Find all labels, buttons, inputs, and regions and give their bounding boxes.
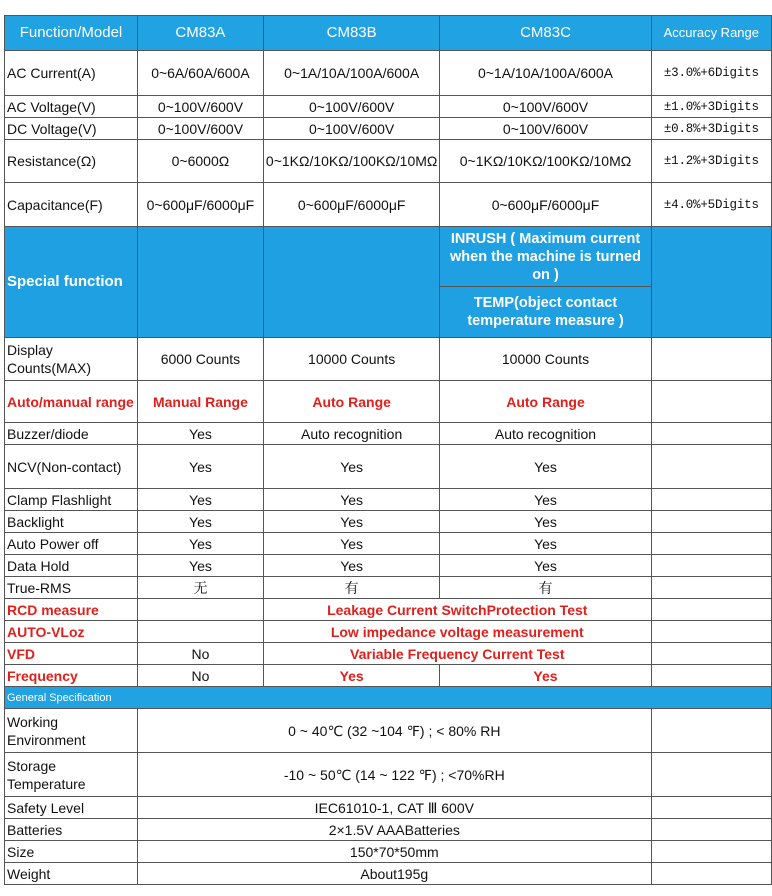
row-label: Storage Temperature [5, 753, 138, 797]
cell-a: 0~6A/60A/600A [137, 51, 263, 96]
special-cell-a [137, 227, 263, 338]
cell-accuracy [651, 423, 771, 445]
cell-c: Yes [440, 511, 651, 533]
cell-c: Yes [440, 555, 651, 577]
special-cell-b [263, 227, 439, 338]
row-label: Frequency [5, 665, 138, 687]
table-row [5, 51, 772, 96]
table-row [5, 819, 772, 841]
row-label: Size [5, 841, 138, 863]
cell-a: No [137, 643, 263, 665]
cell-c: 0~1KΩ/10KΩ/100KΩ/10MΩ [440, 140, 651, 183]
special-inrush: INRUSH ( Maximum current when the machine is turned on ) [440, 227, 651, 287]
cell-accuracy [651, 665, 771, 687]
cell-a: 0~600μF/6000μF [137, 183, 263, 227]
cell-accuracy [651, 577, 771, 599]
table-row [5, 599, 772, 621]
cell-accuracy [651, 709, 771, 753]
cell-b: Yes [263, 533, 439, 555]
row-label: Auto Power off [5, 533, 138, 555]
cell-accuracy [651, 445, 771, 489]
cell-c: Yes [440, 445, 651, 489]
cell-a [137, 621, 263, 643]
cell-value: 150*70*50mm [137, 841, 651, 863]
cell-b: Yes [263, 489, 439, 511]
cell-value: -10 ~ 50℃ (14 ~ 122 ℉) ; <70%RH [137, 753, 651, 797]
row-label: Buzzer/diode [5, 423, 138, 445]
cell-accuracy [651, 841, 771, 863]
row-label: Batteries [5, 819, 138, 841]
general-spec-header: General Specification [5, 687, 772, 709]
table-row [5, 338, 772, 381]
cell-c: Yes [440, 533, 651, 555]
cell-a: 0~100V/600V [137, 118, 263, 140]
row-label: AC Current(A) [5, 51, 138, 96]
cell-accuracy [651, 753, 771, 797]
cell-accuracy [651, 621, 771, 643]
row-label: VFD [5, 643, 138, 665]
cell-value: 2×1.5V AAABatteries [137, 819, 651, 841]
cell-accuracy [651, 797, 771, 819]
cell-a: 无 [137, 577, 263, 599]
cell-accuracy [651, 555, 771, 577]
cell-a: Yes [137, 555, 263, 577]
row-label: NCV(Non-contact) [5, 445, 138, 489]
cell-b: 10000 Counts [263, 338, 439, 381]
header-model-a: CM83A [137, 16, 263, 51]
table-row [5, 227, 772, 287]
cell-bc: Low impedance voltage measurement [263, 621, 651, 643]
table-row [5, 183, 772, 227]
cell-b: 有 [263, 577, 439, 599]
cell-accuracy: ±3.0%+6Digits [651, 51, 771, 96]
table-row [5, 445, 772, 489]
table-row [5, 533, 772, 555]
table-row [5, 140, 772, 183]
cell-accuracy [651, 489, 771, 511]
table-row [5, 753, 772, 797]
cell-b: 0~100V/600V [263, 96, 439, 118]
cell-accuracy [651, 643, 771, 665]
cell-accuracy: ±1.2%+3Digits [651, 140, 771, 183]
cell-a: Yes [137, 423, 263, 445]
row-label: RCD measure [5, 599, 138, 621]
cell-b: Yes [263, 665, 439, 687]
cell-bc: Leakage Current SwitchProtection Test [263, 599, 651, 621]
table-row [5, 621, 772, 643]
table-row [5, 643, 772, 665]
cell-c: 有 [440, 577, 651, 599]
row-label: Resistance(Ω) [5, 140, 138, 183]
row-label: Capacitance(F) [5, 183, 138, 227]
cell-a: No [137, 665, 263, 687]
cell-b: Auto Range [263, 381, 439, 423]
row-label: AUTO-VLoz [5, 621, 138, 643]
cell-accuracy [651, 599, 771, 621]
table-row [5, 863, 772, 885]
cell-b: Yes [263, 511, 439, 533]
spec-table [4, 15, 772, 885]
special-temp: TEMP(object contact temperature measure ) [440, 287, 651, 338]
cell-a: Yes [137, 533, 263, 555]
cell-value: IEC61010-1, CAT Ⅲ 600V [137, 797, 651, 819]
table-row [5, 423, 772, 445]
table-row [5, 96, 772, 118]
row-label: Weight [5, 863, 138, 885]
cell-accuracy [651, 819, 771, 841]
row-label: Working Environment [5, 709, 138, 753]
table-row [5, 511, 772, 533]
special-function-label: Special function [5, 227, 138, 338]
row-label: True-RMS [5, 577, 138, 599]
cell-c: 0~1A/10A/100A/600A [440, 51, 651, 96]
row-label: Display Counts(MAX) [5, 338, 138, 381]
cell-c: Yes [440, 489, 651, 511]
cell-accuracy: ±4.0%+5Digits [651, 183, 771, 227]
row-label: DC Voltage(V) [5, 118, 138, 140]
cell-c: Auto recognition [440, 423, 651, 445]
cell-c: 10000 Counts [440, 338, 651, 381]
cell-a: Yes [137, 489, 263, 511]
table-row [5, 381, 772, 423]
table-row [5, 577, 772, 599]
cell-accuracy [651, 863, 771, 885]
cell-a: 0~100V/600V [137, 96, 263, 118]
cell-b: 0~1KΩ/10KΩ/100KΩ/10MΩ [263, 140, 439, 183]
table-row [5, 841, 772, 863]
cell-value: About195g [137, 863, 651, 885]
row-label: Clamp Flashlight [5, 489, 138, 511]
header-model-b: CM83B [263, 16, 439, 51]
cell-accuracy [651, 533, 771, 555]
header-model-c: CM83C [440, 16, 651, 51]
cell-c: 0~100V/600V [440, 96, 651, 118]
cell-a: 0~6000Ω [137, 140, 263, 183]
cell-a: Yes [137, 511, 263, 533]
table-row [5, 118, 772, 140]
table-row [5, 709, 772, 753]
cell-c: 0~100V/600V [440, 118, 651, 140]
cell-b: Yes [263, 445, 439, 489]
cell-b: Yes [263, 555, 439, 577]
cell-a [137, 599, 263, 621]
header-function-model: Function/Model [5, 16, 138, 51]
cell-value: 0 ~ 40℃ (32 ~104 ℉) ; < 80% RH [137, 709, 651, 753]
header-accuracy: Accuracy Range [651, 16, 771, 51]
special-cell-accuracy [651, 227, 771, 338]
cell-b: Auto recognition [263, 423, 439, 445]
table-row [5, 797, 772, 819]
cell-b: 0~100V/600V [263, 118, 439, 140]
cell-a: Yes [137, 445, 263, 489]
row-label: AC Voltage(V) [5, 96, 138, 118]
cell-b: 0~600μF/6000μF [263, 183, 439, 227]
cell-bc: Variable Frequency Current Test [263, 643, 651, 665]
cell-c: Auto Range [440, 381, 651, 423]
cell-a: Manual Range [137, 381, 263, 423]
row-label: Data Hold [5, 555, 138, 577]
table-row [5, 489, 772, 511]
cell-accuracy: ±1.0%+3Digits [651, 96, 771, 118]
cell-a: 6000 Counts [137, 338, 263, 381]
cell-accuracy [651, 338, 771, 381]
cell-b: 0~1A/10A/100A/600A [263, 51, 439, 96]
cell-c: 0~600μF/6000μF [440, 183, 651, 227]
table-row [5, 555, 772, 577]
cell-c: Yes [440, 665, 651, 687]
cell-accuracy [651, 381, 771, 423]
cell-accuracy: ±0.8%+3Digits [651, 118, 771, 140]
table-row [5, 665, 772, 687]
cell-accuracy [651, 511, 771, 533]
row-label: Backlight [5, 511, 138, 533]
row-label: Safety Level [5, 797, 138, 819]
row-label: Auto/manual range [5, 381, 138, 423]
